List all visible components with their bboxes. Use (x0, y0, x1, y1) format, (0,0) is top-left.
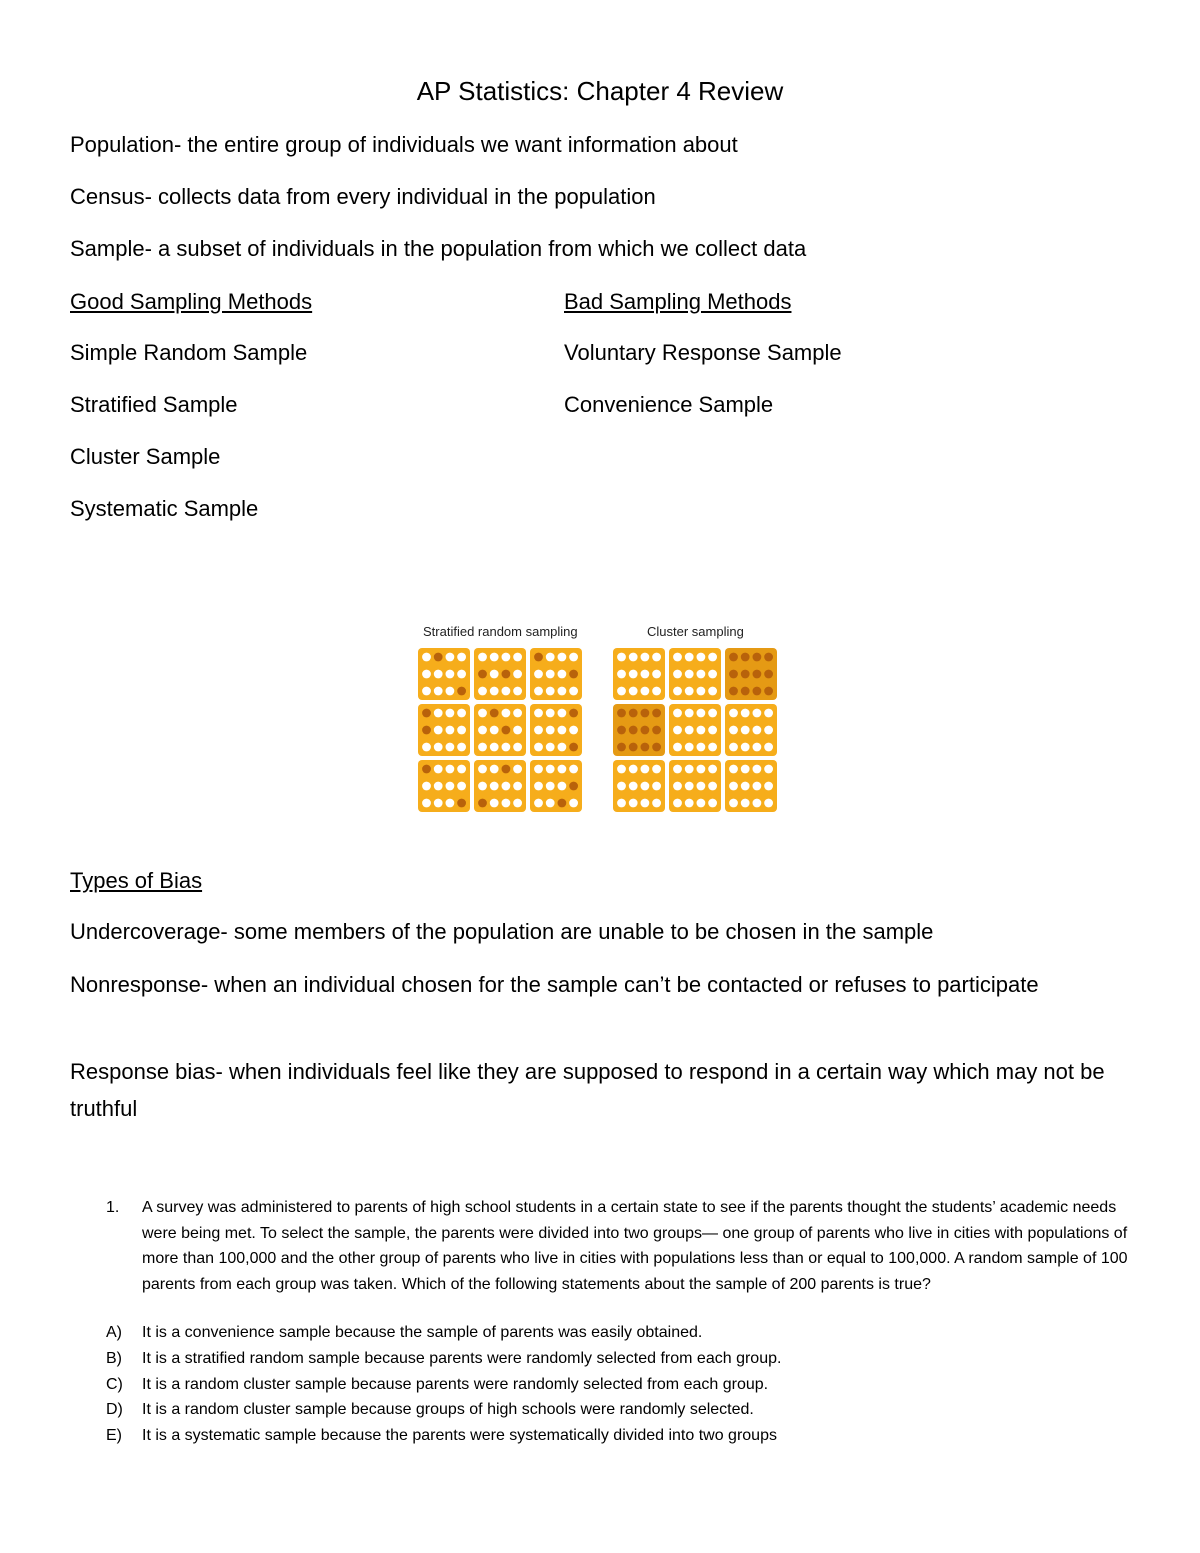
individual-dot (457, 743, 466, 752)
individual-dot (673, 670, 682, 679)
question-number: 1. (106, 1199, 120, 1216)
selected-individual-dot (641, 743, 650, 752)
option-letter: C) (106, 1376, 123, 1393)
selected-individual-dot (502, 670, 511, 679)
individual-dot (446, 687, 455, 696)
individual-dot (446, 670, 455, 679)
option-text: It is a random cluster sample because parents were randomly selected from each group. (142, 1376, 769, 1393)
individual-dot (697, 782, 706, 791)
individual-dot (513, 709, 522, 718)
individual-dot (478, 743, 487, 752)
individual-dot (534, 799, 543, 808)
individual-dot (617, 765, 626, 774)
selected-individual-dot (753, 670, 762, 679)
individual-dot (708, 799, 717, 808)
sampling-figure (418, 648, 784, 816)
selected-individual-dot (422, 765, 431, 774)
selected-individual-dot (641, 709, 650, 718)
individual-dot (569, 653, 578, 662)
individual-dot (546, 726, 555, 735)
selected-individual-dot (569, 709, 578, 718)
individual-dot (629, 687, 638, 696)
cluster-grid (613, 648, 777, 812)
individual-dot (457, 709, 466, 718)
individual-dot (708, 653, 717, 662)
selected-individual-dot (422, 726, 431, 735)
good-method-item: Simple Random Sample (70, 340, 308, 365)
individual-dot (502, 782, 511, 791)
option-text: It is a systematic sample because the parents were systematically divided into two groups (142, 1427, 777, 1444)
individual-dot (434, 670, 443, 679)
individual-dot (673, 726, 682, 735)
individual-dot (422, 653, 431, 662)
selected-individual-dot (617, 726, 626, 735)
individual-dot (641, 765, 650, 774)
individual-dot (617, 653, 626, 662)
individual-dot (641, 687, 650, 696)
selected-individual-dot (478, 670, 487, 679)
individual-dot (558, 782, 567, 791)
individual-dot (629, 670, 638, 679)
individual-dot (513, 782, 522, 791)
individual-dot (685, 743, 694, 752)
individual-dot (617, 799, 626, 808)
individual-dot (569, 687, 578, 696)
individual-dot (569, 726, 578, 735)
individual-dot (617, 687, 626, 696)
individual-dot (641, 782, 650, 791)
individual-dot (502, 799, 511, 808)
individual-dot (502, 687, 511, 696)
bias-item-response: Response bias- when individuals feel like they are supposed to respond in a certain way which may not be truthful (70, 1059, 1105, 1121)
selected-individual-dot (652, 709, 661, 718)
individual-dot (546, 782, 555, 791)
individual-dot (422, 799, 431, 808)
individual-dot (629, 653, 638, 662)
individual-dot (490, 726, 499, 735)
definition-sample: Sample- a subset of individuals in the population from which we collect data (70, 236, 807, 261)
individual-dot (490, 687, 499, 696)
individual-dot (652, 670, 661, 679)
individual-dot (652, 653, 661, 662)
selected-individual-dot (753, 687, 762, 696)
individual-dot (446, 653, 455, 662)
individual-dot (753, 743, 762, 752)
selected-individual-dot (764, 687, 773, 696)
bias-item-undercoverage: Undercoverage- some members of the population are unable to be chosen in the sample (70, 919, 934, 944)
individual-dot (457, 670, 466, 679)
individual-dot (446, 743, 455, 752)
individual-dot (534, 765, 543, 774)
individual-dot (697, 653, 706, 662)
selected-individual-dot (741, 653, 750, 662)
individual-dot (697, 799, 706, 808)
individual-dot (546, 653, 555, 662)
selected-individual-dot (569, 670, 578, 679)
individual-dot (434, 782, 443, 791)
individual-dot (478, 687, 487, 696)
individual-dot (513, 687, 522, 696)
individual-dot (490, 765, 499, 774)
individual-dot (434, 743, 443, 752)
selected-individual-dot (457, 687, 466, 696)
individual-dot (434, 709, 443, 718)
individual-dot (629, 765, 638, 774)
individual-dot (569, 799, 578, 808)
individual-dot (652, 687, 661, 696)
option-letter: B) (106, 1350, 122, 1367)
individual-dot (764, 709, 773, 718)
individual-dot (685, 670, 694, 679)
individual-dot (446, 726, 455, 735)
individual-dot (513, 765, 522, 774)
individual-dot (513, 726, 522, 735)
definition-population: Population- the entire group of individuals we want information about (70, 132, 738, 157)
individual-dot (558, 709, 567, 718)
individual-dot (673, 687, 682, 696)
individual-dot (546, 709, 555, 718)
individual-dot (741, 709, 750, 718)
individual-dot (446, 782, 455, 791)
individual-dot (546, 743, 555, 752)
individual-dot (478, 765, 487, 774)
individual-dot (741, 782, 750, 791)
individual-dot (422, 687, 431, 696)
individual-dot (753, 799, 762, 808)
individual-dot (558, 653, 567, 662)
option-letter: D) (106, 1401, 123, 1418)
individual-dot (490, 799, 499, 808)
individual-dot (697, 765, 706, 774)
individual-dot (673, 653, 682, 662)
individual-dot (673, 799, 682, 808)
individual-dot (708, 743, 717, 752)
selected-individual-dot (617, 709, 626, 718)
individual-dot (697, 726, 706, 735)
individual-dot (558, 726, 567, 735)
individual-dot (490, 670, 499, 679)
selected-individual-dot (569, 743, 578, 752)
individual-dot (546, 687, 555, 696)
selected-individual-dot (764, 653, 773, 662)
individual-dot (764, 726, 773, 735)
individual-dot (513, 653, 522, 662)
individual-dot (708, 782, 717, 791)
bad-method-item: Voluntary Response Sample (564, 340, 842, 365)
selected-individual-dot (502, 726, 511, 735)
individual-dot (697, 709, 706, 718)
individual-dot (446, 709, 455, 718)
individual-dot (708, 709, 717, 718)
individual-dot (513, 743, 522, 752)
individual-dot (708, 687, 717, 696)
selected-individual-dot (490, 709, 499, 718)
selected-individual-dot (422, 709, 431, 718)
individual-dot (652, 799, 661, 808)
individual-dot (685, 782, 694, 791)
selected-individual-dot (502, 765, 511, 774)
cluster-figure-title: Cluster sampling (647, 624, 744, 639)
individual-dot (617, 670, 626, 679)
individual-dot (534, 687, 543, 696)
individual-dot (446, 765, 455, 774)
selected-individual-dot (434, 653, 443, 662)
individual-dot (490, 782, 499, 791)
individual-dot (617, 782, 626, 791)
individual-dot (764, 743, 773, 752)
individual-dot (753, 709, 762, 718)
good-method-item: Cluster Sample (70, 444, 221, 469)
selected-individual-dot (629, 726, 638, 735)
individual-dot (697, 743, 706, 752)
individual-dot (490, 653, 499, 662)
individual-dot (741, 799, 750, 808)
individual-dot (478, 726, 487, 735)
selected-individual-dot (617, 743, 626, 752)
individual-dot (753, 726, 762, 735)
selected-individual-dot (753, 653, 762, 662)
individual-dot (457, 765, 466, 774)
individual-dot (490, 743, 499, 752)
selected-individual-dot (729, 687, 738, 696)
individual-dot (457, 653, 466, 662)
option-text: It is a random cluster sample because groups of high schools were randomly selected. (142, 1401, 754, 1418)
individual-dot (478, 653, 487, 662)
good-method-item: Systematic Sample (70, 496, 259, 521)
selected-individual-dot (741, 670, 750, 679)
individual-dot (764, 765, 773, 774)
option-text: It is a convenience sample because the sample of parents was easily obtained. (142, 1324, 703, 1341)
individual-dot (673, 743, 682, 752)
individual-dot (502, 653, 511, 662)
selected-individual-dot (534, 653, 543, 662)
individual-dot (764, 799, 773, 808)
individual-dot (629, 782, 638, 791)
selected-individual-dot (741, 687, 750, 696)
bad-method-item: Convenience Sample (564, 392, 774, 417)
bad-methods-heading: Bad Sampling Methods (564, 289, 792, 314)
individual-dot (673, 782, 682, 791)
individual-dot (434, 687, 443, 696)
individual-dot (534, 726, 543, 735)
page-title: AP Statistics: Chapter 4 Review (416, 76, 784, 106)
individual-dot (729, 743, 738, 752)
individual-dot (558, 687, 567, 696)
individual-dot (652, 782, 661, 791)
individual-dot (513, 670, 522, 679)
individual-dot (569, 765, 578, 774)
individual-dot (741, 765, 750, 774)
selected-individual-dot (652, 726, 661, 735)
individual-dot (753, 765, 762, 774)
individual-dot (422, 743, 431, 752)
selected-individual-dot (629, 743, 638, 752)
option-letter: E) (106, 1427, 122, 1444)
selected-individual-dot (652, 743, 661, 752)
individual-dot (729, 765, 738, 774)
individual-dot (502, 743, 511, 752)
individual-dot (641, 799, 650, 808)
individual-dot (685, 653, 694, 662)
option-letter: A) (106, 1324, 122, 1341)
individual-dot (478, 709, 487, 718)
good-methods-heading: Good Sampling Methods (70, 289, 313, 314)
individual-dot (729, 726, 738, 735)
individual-dot (434, 726, 443, 735)
individual-dot (697, 670, 706, 679)
individual-dot (546, 799, 555, 808)
selected-individual-dot (729, 653, 738, 662)
individual-dot (673, 765, 682, 774)
individual-dot (434, 799, 443, 808)
stratified-figure-title: Stratified random sampling (423, 624, 578, 639)
individual-dot (697, 687, 706, 696)
individual-dot (457, 782, 466, 791)
individual-dot (729, 799, 738, 808)
individual-dot (685, 726, 694, 735)
individual-dot (741, 726, 750, 735)
individual-dot (422, 782, 431, 791)
question-text: A survey was administered to parents of high school students in a certain state to see if the parents thought the students’ academic needs were being met. To select the sample, the parents were divided into two groups— one group of parents who live in cities with populations of more than 100,000 and the other group of parents who live in cities with populations less than or equal to 100,000. A random sample of 100 parents from each group was taken. Which of the following statements about the sample of 200 parents is true? (142, 1199, 1128, 1293)
individual-dot (708, 670, 717, 679)
individual-dot (708, 765, 717, 774)
individual-dot (457, 726, 466, 735)
individual-dot (558, 670, 567, 679)
individual-dot (534, 670, 543, 679)
individual-dot (673, 709, 682, 718)
individual-dot (446, 799, 455, 808)
definition-census: Census- collects data from every individual in the population (70, 184, 656, 209)
individual-dot (478, 782, 487, 791)
individual-dot (729, 782, 738, 791)
selected-individual-dot (558, 799, 567, 808)
individual-dot (685, 765, 694, 774)
selected-individual-dot (478, 799, 487, 808)
individual-dot (652, 765, 661, 774)
individual-dot (434, 765, 443, 774)
individual-dot (422, 670, 431, 679)
individual-dot (534, 709, 543, 718)
stratified-grid (418, 648, 582, 812)
individual-dot (741, 743, 750, 752)
individual-dot (513, 799, 522, 808)
individual-dot (685, 687, 694, 696)
individual-dot (502, 709, 511, 718)
individual-dot (546, 765, 555, 774)
selected-individual-dot (729, 670, 738, 679)
individual-dot (546, 670, 555, 679)
individual-dot (534, 743, 543, 752)
good-method-item: Stratified Sample (70, 392, 238, 417)
individual-dot (708, 726, 717, 735)
individual-dot (685, 709, 694, 718)
selected-individual-dot (764, 670, 773, 679)
individual-dot (753, 782, 762, 791)
individual-dot (534, 782, 543, 791)
individual-dot (558, 765, 567, 774)
option-text: It is a stratified random sample because parents were randomly selected from each group. (142, 1350, 782, 1367)
bias-heading: Types of Bias (70, 868, 203, 893)
individual-dot (729, 709, 738, 718)
individual-dot (764, 782, 773, 791)
selected-individual-dot (457, 799, 466, 808)
selected-individual-dot (641, 726, 650, 735)
selected-individual-dot (569, 782, 578, 791)
individual-dot (641, 653, 650, 662)
individual-dot (558, 743, 567, 752)
individual-dot (685, 799, 694, 808)
bias-item-nonresponse: Nonresponse- when an individual chosen for the sample can’t be contacted or refuses to participate (70, 972, 1039, 997)
individual-dot (629, 799, 638, 808)
individual-dot (641, 670, 650, 679)
selected-individual-dot (629, 709, 638, 718)
